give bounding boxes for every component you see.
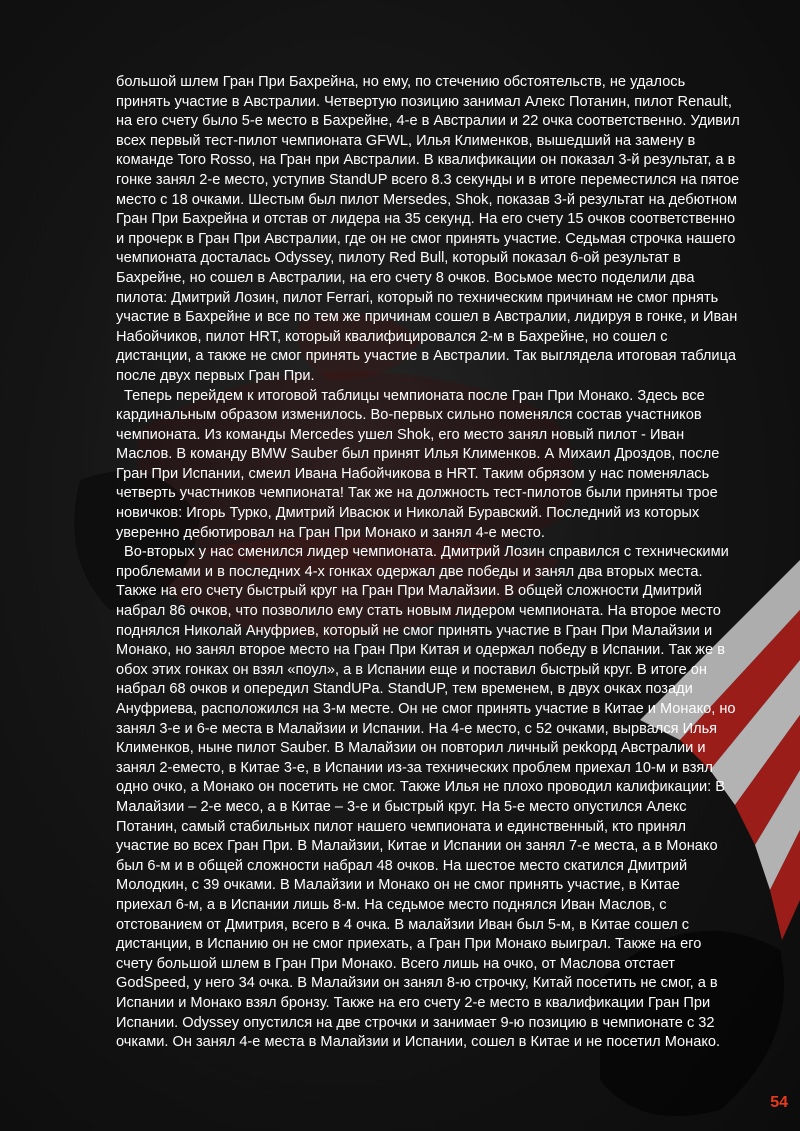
page-number: 54: [770, 1094, 788, 1111]
paragraph-2: Теперь перейдем к итоговой таблицы чемпионата после Гран При Монако. Здесь все кардинальным образом изменилось. Во-первых сильно поменялся состав участников чемпионата. Из команды Mercedes ушел Shok, его место занял новый пилот - Иван Маслов. В команду BMW Sauber был принят Илья Клименков. А Михаил Дроздов, после Гран При Испании, смеил Ивана Набойчикова в HRT. Таким обрязом у нас поменялась четверть участников чемпионата! Так же на должность тест-пилотов были приняты трое новичков: Игорь Турко, Дмитрий Ивасюк и Николай Буравский. Последний из которых уверенно дебютировал на Гран При Монако и занял 4-е место.: [116, 387, 720, 541]
paragraph-1: большой шлем Гран При Бахрейна, но ему, по стечению обстоятельств, не удалось принять участие в Австралии. Четвертую позицию занимал Алекс Потанин, пилот Renault, на его счету было 5-е место в Бахрейне, 4-е в Австралии и 22 очка соответственно. Удивил всех первый тест-пилот чемпионата GFWL, Илья Клименков, вышедший на замену в команде Toro Rosso, на Гран при Австралии. В квалификации он показал 3-й результат, а в гонке занял 2-е место, уступив StandUP всего 8.3 секунды и в итоге переместился на пятое место с 18 очками. Шестым был пилот Mersedes, Shok, показав 3-й результат на дебютном Гран При Бахрейна и отстав от лидера на 35 секунд. На его счету 15 очков соответственно и прочерк в Гран При Австралии, где он не смог принять участие. Седьмая строчка нашего чемпионата досталась Odyssey, пилоту Red Bull, который показал 6-ой результат в Бахрейне, но сошел в Австралии, на его счету 8 очков. Восьмое место поделили два пилота: Дмитрий Лозин, пилот Ferrari, который по техническим причинам не смог прнять участие в Бахрейне и все по тем же причинам сошел в Австралии, лидируя в гонке, и Иван Набойчиков, пилот HRT, который квалифицировался 2-м в Бахрейне, но сошел с дистанции, а также не смог принять участие в Австралии. Так выглядела итоговая таблица после двух первых Гран При.: [116, 74, 740, 384]
article-body: [116, 73, 746, 1053]
paragraph-3: Во-вторых у нас сменился лидер чемпионата. Дмитрий Лозин справился с техническими проблемами и в последних 4-х гонках одержал две победы и занял два вторых места. Также на его счету быстрый круг на Гран При Малайзии. В общей сложности Дмитрий набрал 86 очков, что позволило ему стать новым лидером чемпионата. На второе место поднялся Николай Ануфриев, который не смог принять участие в Гран При Малайзии и Монако, но занял второе место на Гран При Китая и одержал победу в Испании. Так же в обох этих гонках он взял «поул», а в Испании еще и поставил быстрый круг. В итоге он набрал 68 очков и опередил StandUPa. StandUP, тем временем, в двух очках позади Ануфриева, расположился на 3-м месте. Он не смог принять участие в Китае и Монако, но занял 3-е и 6-е места в Малайзии и Испании. На 4-е место, с 52 очками, вырвался Илья Клименков, ныне пилот Sauber. В Малайзии он повторил личный рекkорд Австралии и занял 2-еместо, в Китае 3-е, в Испании из-за технических проблем приехал 10-м и взял одно очко, а Монако он посетить не смог. Также Илья не плохо проводил калификации: В Малайзии – 2-е месо, а в Китае – 3-е и быстрый круг. На 5-е место опустился Алекс Потанин, самый стабильных пилот нашего чемпионата и единственный, кто принял участие во всех Гран При. В Малайзии, Китае и Испании он занял 7-е места, а в Монако был 6-м и в общей сложности набрал 48 очков. На шестое место скатился Дмитрий Молодкин, с 39 очками. В Малайзии и Монако он не смог принять участие, в Китае приехал 6-м, а в Испании лишь 8-м. На седьмое место поднялся Иван Маслов, с отстованием от Дмитрия, всего в 4 очка. В малайзии Иван был 5-м, в Китае сошел с дистанции, в Испанию он не смог приехать, а Гран При Монако выиграл. Также на его счету большой шлем в Гран При Монако. Всего лишь на очко, от Маслова отстает GodSpeed, у него 34 очка. В Малайзии он занял 8-ю строчку, Китай посетить не смог, а в Испании и Монако взял бронзу. Также на его счету 2-е место в квалификации Гран При Испании. Odyssey опустился на две строчки и занимает 9-ю позицию в чемпионате с 32 очками. Он занял 4-е места в Малайзии и Испании, сошел в Китае и не посетил Монако.: [116, 544, 736, 1051]
